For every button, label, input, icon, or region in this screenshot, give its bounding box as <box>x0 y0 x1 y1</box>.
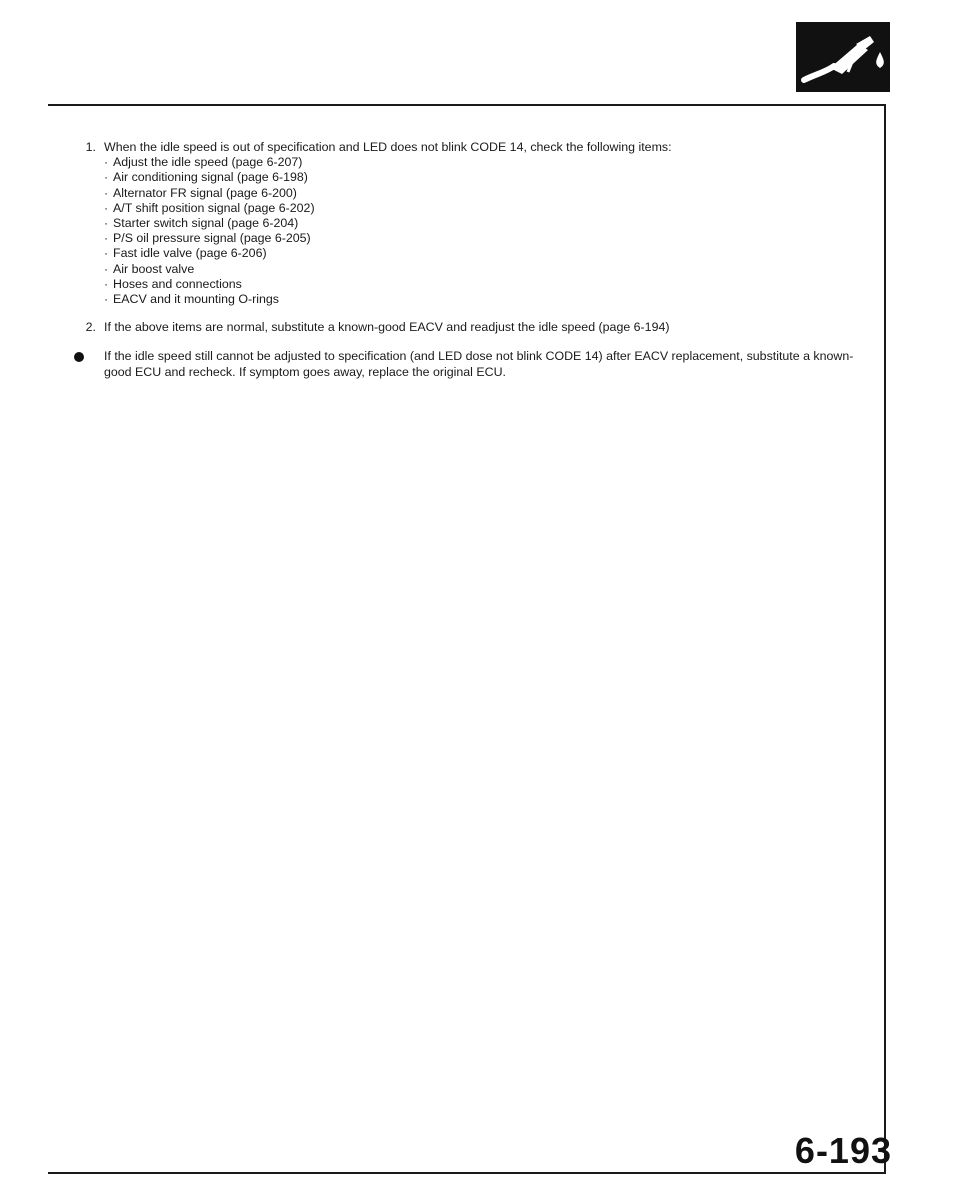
check-item: · Air conditioning signal (page 6-198) <box>104 170 862 185</box>
step-text: When the idle speed is out of specification and LED does not blink CODE 14, check the following items: <box>104 140 672 154</box>
page-number: 6-193 <box>794 1130 892 1171</box>
check-item: · Adjust the idle speed (page 6-207) <box>104 155 862 170</box>
step-number: 1. <box>85 140 96 154</box>
note <box>72 349 862 379</box>
check-item: · Fast idle valve (page 6-206) <box>104 246 862 261</box>
check-item: · Hoses and connections <box>104 277 862 292</box>
section-badge <box>796 22 890 92</box>
procedure-step-1 <box>72 140 862 307</box>
check-item: · Starter switch signal (page 6-204) <box>104 216 862 231</box>
procedure-content <box>72 140 862 380</box>
check-items-list <box>104 155 862 307</box>
check-item: · EACV and it mounting O-rings <box>104 292 862 307</box>
note-text: If the idle speed still cannot be adjusted to specification (and LED dose not blink CODE 14) after EACV replacement, substitute a known-good ECU and recheck. If symptom goes away, replace the original ECU. <box>104 349 854 379</box>
bullet-dot-icon <box>74 352 84 362</box>
check-item: · Alternator FR signal (page 6-200) <box>104 186 862 201</box>
fuel-nozzle-icon <box>796 22 890 92</box>
check-item: · Air boost valve <box>104 262 862 277</box>
check-item: · P/S oil pressure signal (page 6-205) <box>104 231 862 246</box>
step-number: 2. <box>85 320 96 335</box>
procedure-step-2 <box>72 320 862 335</box>
check-item: · A/T shift position signal (page 6-202) <box>104 201 862 216</box>
step-text: If the above items are normal, substitute a known-good EACV and readjust the idle speed (page 6-194) <box>104 320 670 335</box>
